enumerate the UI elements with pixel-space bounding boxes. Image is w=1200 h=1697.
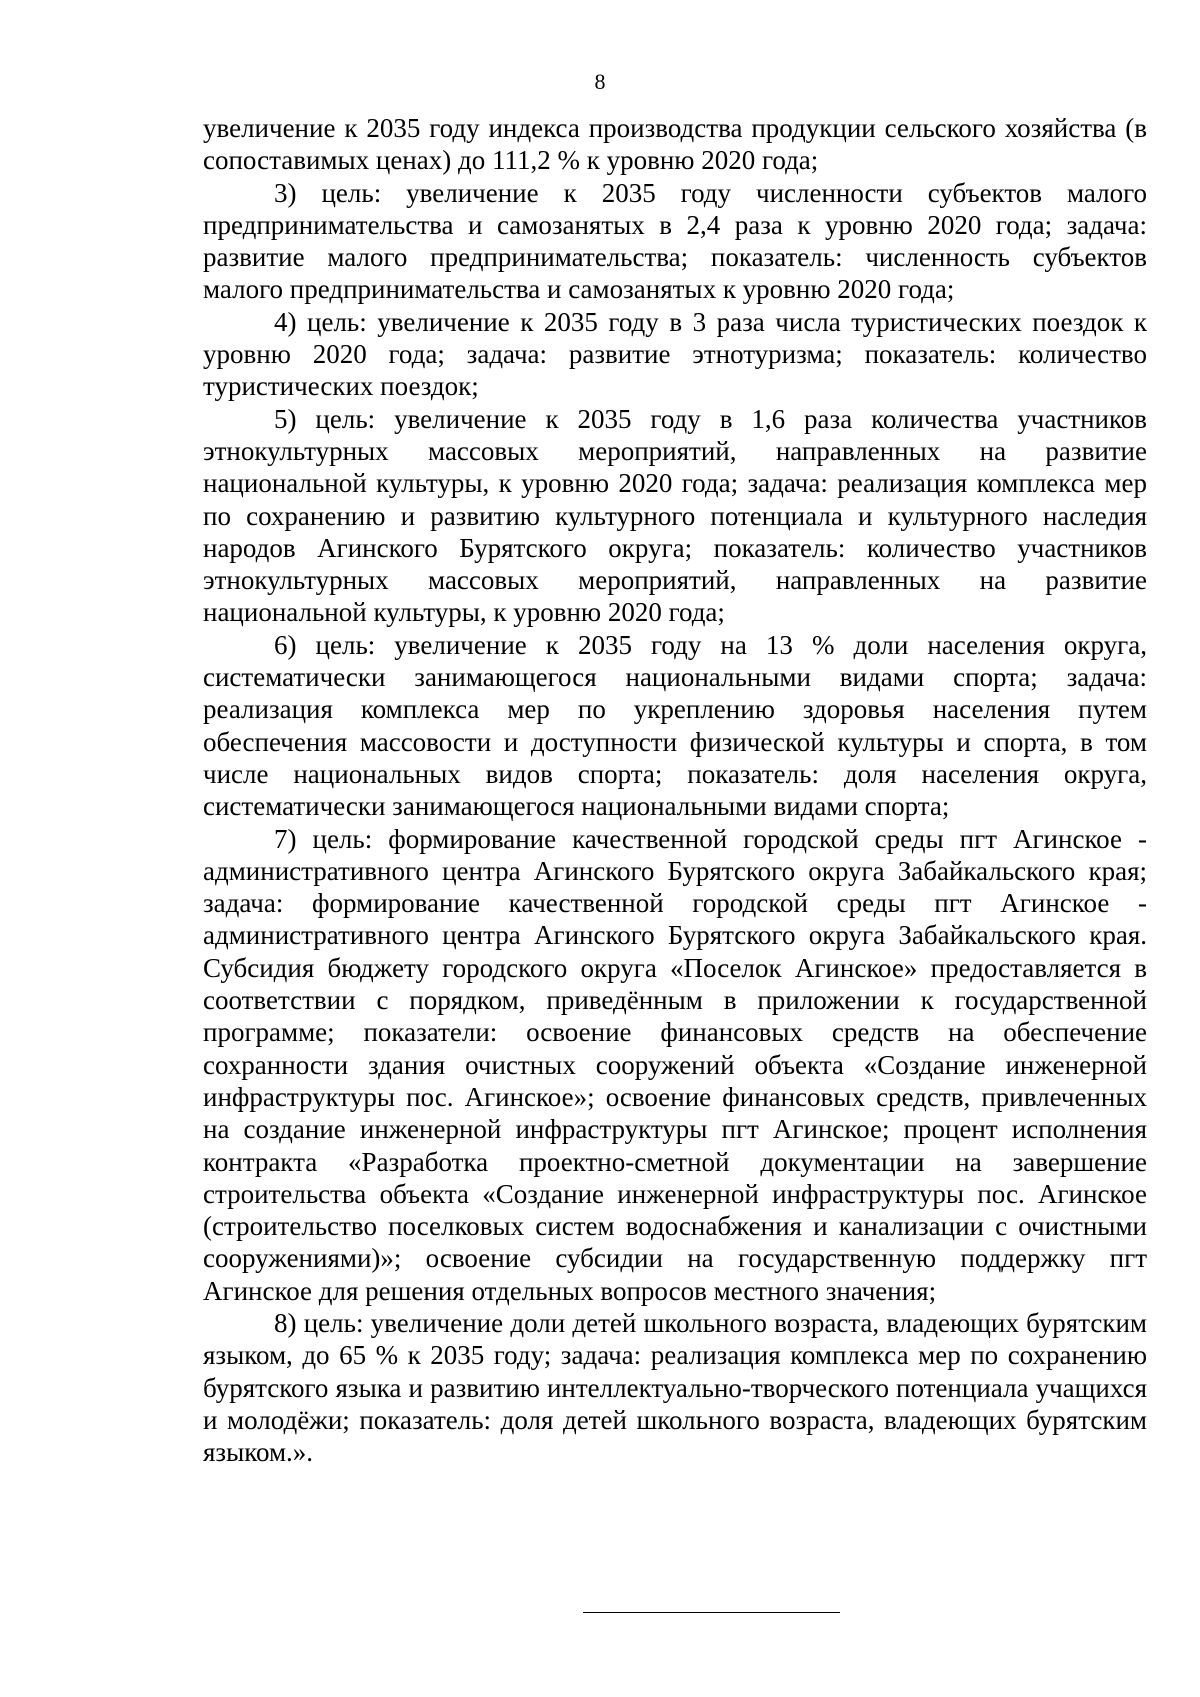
paragraph-goal-8: 8) цель: увеличение доли детей школьного возраста, владеющих бурятским языком, до 65 % к 2035 году; задача: реализация комплекса мер по сохранению бурятского языка и развитию интеллектуально-творческого потенциала учащихся и молодёжи; показатель: доля детей школьного возраста, владеющих бурятским языком.». — [203, 1307, 1147, 1468]
paragraph-continuation: увеличение к 2035 году индекса производства продукции сельского хозяйства (в сопоставимых ценах) до 111,2 % к уровню 2020 года; — [203, 113, 1147, 176]
end-separator-line — [583, 1612, 840, 1613]
paragraph-goal-5: 5) цель: увеличение к 2035 году в 1,6 раза количества участников этнокультурных массовых мероприятий, направленных на развитие национальной культуры, к уровню 2020 года; задача: реализация комплекса мер по сохранению и развитию культурного потенциала и культурного наследия народов Агинского Бурятского округа; показатель: количество участников этнокультурных массовых мероприятий, направленных на развитие национальной культуры, к уровню 2020 года; — [203, 403, 1147, 628]
document-body — [203, 112, 1147, 1468]
page-number: 8 — [594, 69, 606, 94]
paragraph-goal-3: 3) цель: увеличение к 2035 году численности субъектов малого предпринимательства и самозанятых в 2,4 раза к уровню 2020 года; задача: развитие малого предпринимательства; показатель: численность субъектов малого предпринимательства и самозанятых к уровню 2020 года; — [203, 177, 1147, 305]
paragraph-goal-7: 7) цель: формирование качественной городской среды пгт Агинское - административного центра Агинского Бурятского округа Забайкальского края; задача: формирование качественной городской среды пгт Агинское - административного центра Агинского Бурятского округа Забайкальского края. Субсидия бюджету городского округа «Поселок Агинское» предоставляется в соответствии с порядком, приведённым в приложении к государственной программе; показатели: освоение финансовых средств на обеспечение сохранности здания очистных сооружений объекта «Создание инженерной инфраструктуры пос. Агинское»; освоение финансовых средств, привлеченных на создание инженерной инфраструктуры пгт Агинское; процент исполнения контракта «Разработка проектно-сметной документации на завершение строительства объекта «Создание инженерной инфраструктуры пос. Агинское (строительство поселковых систем водоснабжения и канализации с очистными сооружениями)»; освоение субсидии на государственную поддержку пгт Агинское для решения отдельных вопросов местного значения; — [203, 823, 1147, 1306]
paragraph-goal-4: 4) цель: увеличение к 2035 году в 3 раза числа туристических поездок к уровню 2020 года; задача: развитие этнотуризма; показатель: количество туристических поездок; — [203, 306, 1147, 402]
paragraph-goal-6: 6) цель: увеличение к 2035 году на 13 % доли населения округа, систематически занимающегося национальными видами спорта; задача: реализация комплекса мер по укреплению здоровья населения путем обеспечения массовости и доступности физической культуры и спорта, в том числе национальных видов спорта; показатель: доля населения округа, систематически занимающегося национальными видами спорта; — [203, 629, 1147, 822]
